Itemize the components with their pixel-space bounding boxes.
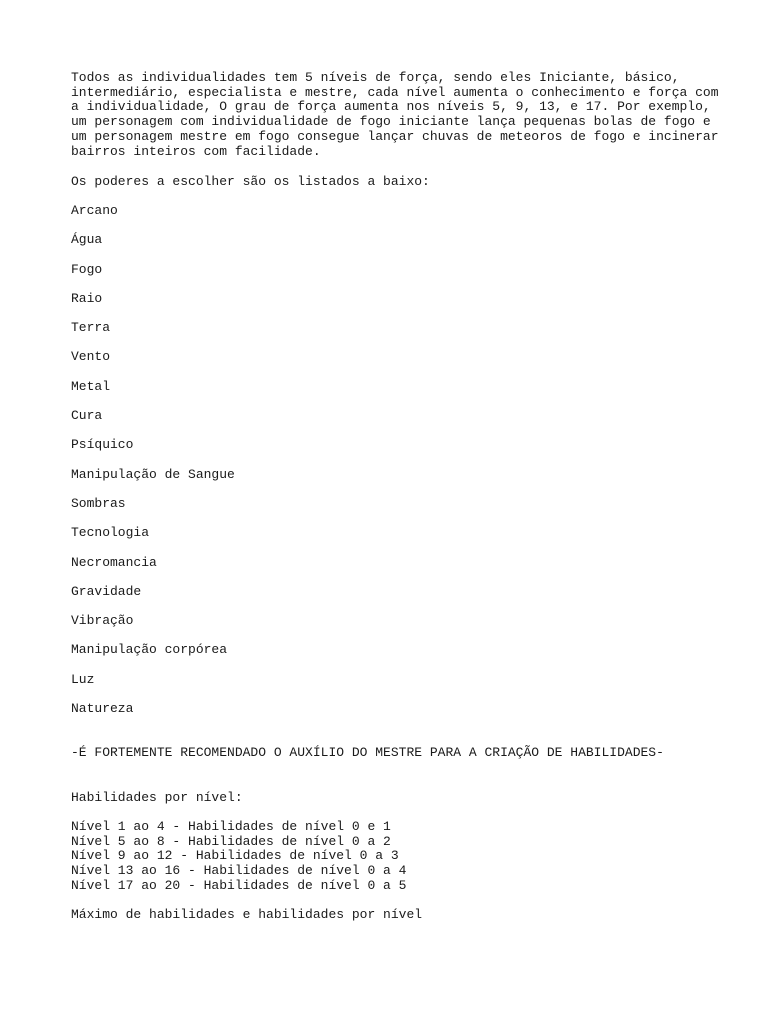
power-item: Raio [71, 290, 103, 306]
power-item: Natureza [71, 701, 134, 717]
powers-prompt: Os poderes a escolher são os listados a baixo: [71, 174, 430, 189]
intro-line: intermediário, especialista e mestre, cada nível aumenta o conhecimento e força com [71, 84, 719, 100]
warning-note: -É FORTEMENTE RECOMENDADO O AUXÍLIO DO MESTRE PARA A CRIAÇÃO DE HABILIDADES- [71, 745, 664, 760]
intro-line: um personagem com individualidade de fogo iniciante lança pequenas bolas de fogo e [71, 114, 711, 130]
intro-line: Todos as individualidades tem 5 níveis de força, sendo eles Iniciante, básico, [71, 70, 680, 85]
level-item: Nível 1 ao 4 - Habilidades de nível 0 e 1 [71, 819, 391, 834]
power-item: Terra [71, 320, 111, 336]
max-abilities-heading: Máximo de habilidades e habilidades por nível [71, 907, 423, 922]
levels-list [71, 820, 406, 893]
power-item: Fogo [71, 261, 103, 277]
power-item: Necromancia [71, 554, 157, 570]
levels-heading: Habilidades por nível: [71, 790, 243, 805]
power-item: Vento [71, 349, 111, 365]
intro-line: a individualidade, O grau de força aumenta nos níveis 5, 9, 13, e 17. Por exemplo, [71, 99, 711, 115]
power-item: Cura [71, 408, 103, 424]
powers-list [71, 204, 235, 731]
power-item: Água [71, 232, 103, 248]
level-item: Nível 17 ao 20 - Habilidades de nível 0 a 5 [71, 877, 407, 893]
power-item: Sombras [71, 495, 126, 511]
power-item: Vibração [71, 613, 134, 629]
power-item: Manipulação corpórea [71, 642, 228, 658]
power-item: Arcano [71, 203, 118, 218]
power-item: Metal [71, 378, 111, 394]
intro-line: bairros inteiros com facilidade. [71, 143, 321, 159]
intro-line: um personagem mestre em fogo consegue lançar chuvas de meteoros de fogo e incinerar [71, 128, 719, 144]
power-item: Manipulação de Sangue [71, 466, 235, 482]
intro-paragraph [71, 71, 721, 159]
level-item: Nível 13 ao 16 - Habilidades de nível 0 a 4 [71, 863, 407, 879]
level-item: Nível 5 ao 8 - Habilidades de nível 0 a 2 [71, 833, 391, 849]
level-item: Nível 9 ao 12 - Habilidades de nível 0 a 3 [71, 848, 399, 864]
power-item: Psíquico [71, 437, 134, 453]
power-item: Tecnologia [71, 525, 150, 541]
power-item: Luz [71, 671, 95, 687]
power-item: Gravidade [71, 583, 142, 599]
